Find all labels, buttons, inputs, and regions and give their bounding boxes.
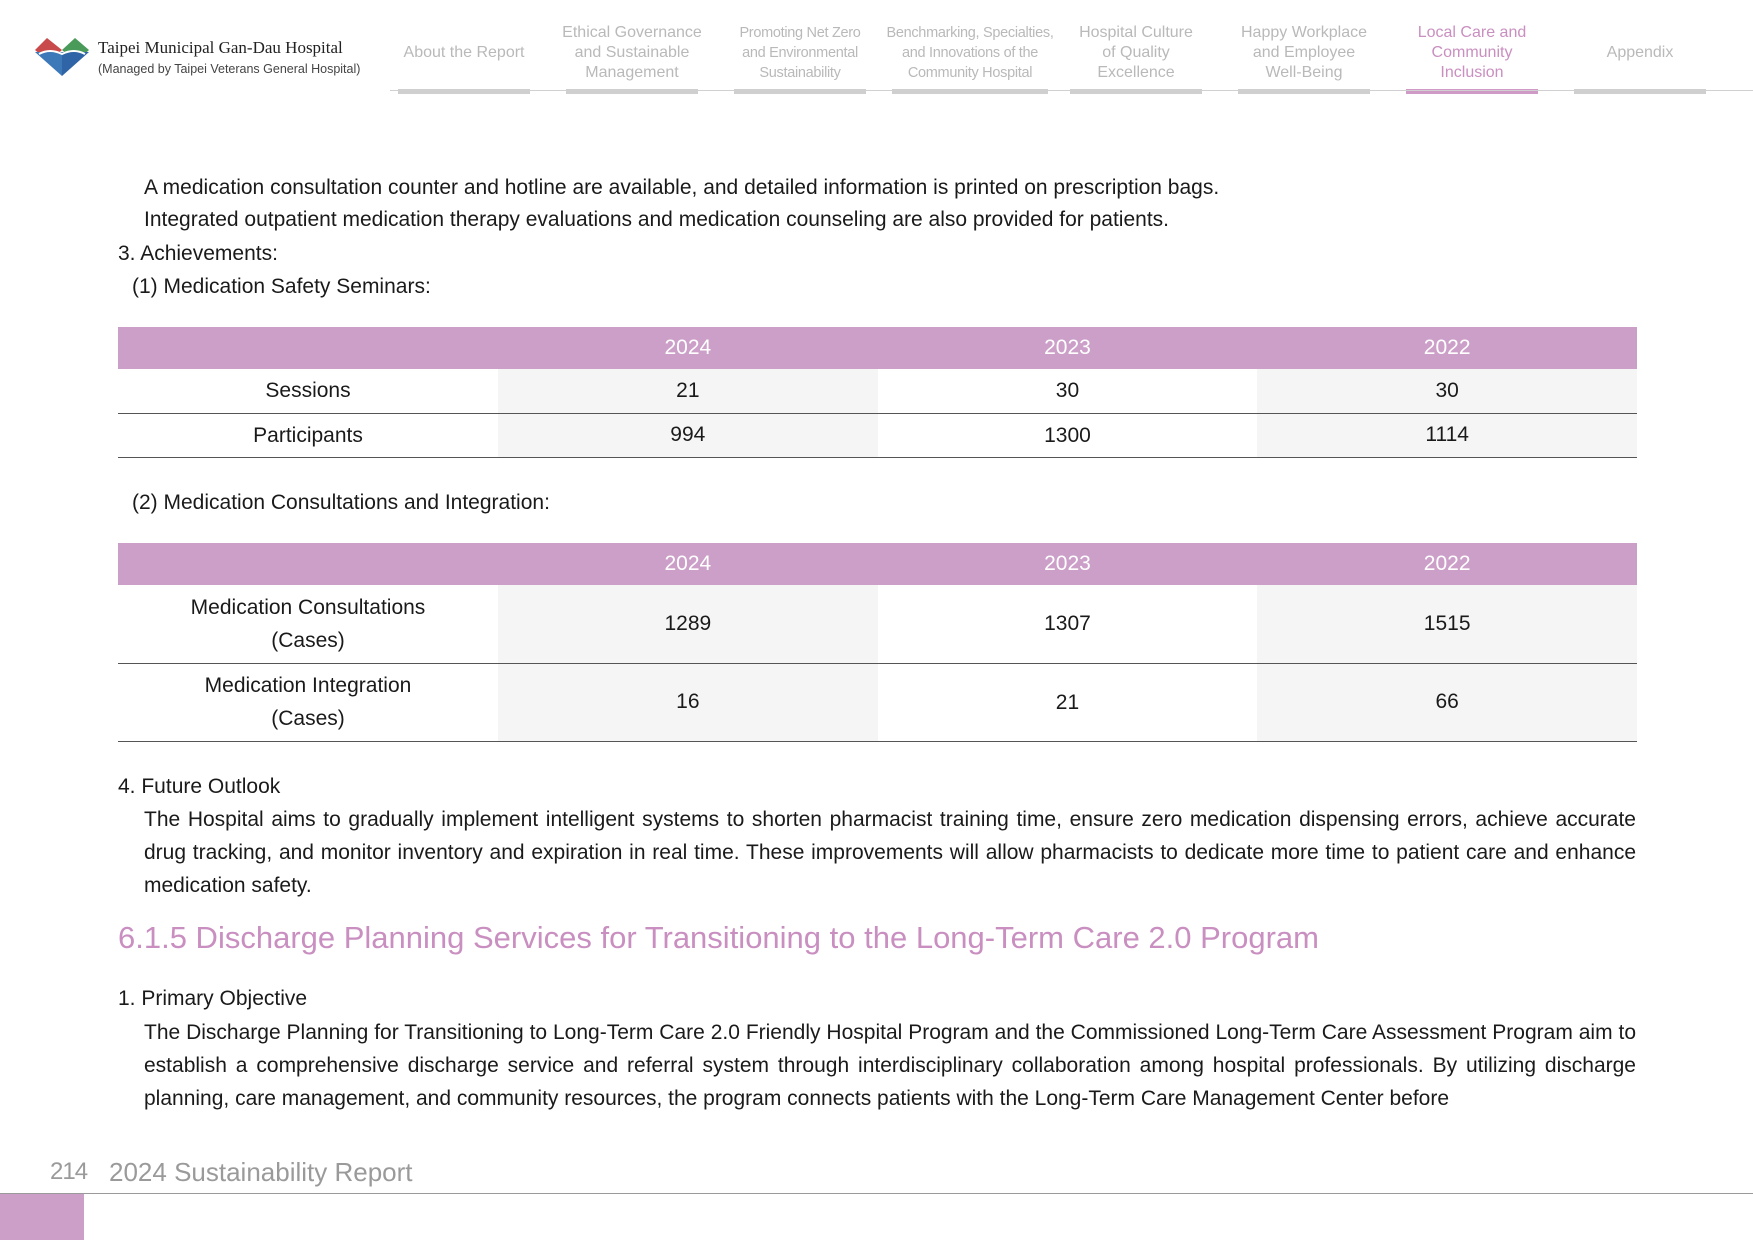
hospital-logo-icon [33,32,91,78]
seminars-table [118,327,1637,458]
table-cell: 1289 [498,585,878,663]
table-header-cell [118,543,498,585]
table-header-row [118,327,1637,369]
table-header-row [118,543,1637,585]
tab-label: and Environmental [742,45,858,61]
tab-label: and Innovations of the [901,45,1039,61]
consultations-heading: (2) Medication Consultations and Integration: [132,491,550,514]
tab-label: Community Hospital [907,65,1033,81]
intro-line-1: A medication consultation counter and hotline are available, and detailed information is printed on prescription bags. [144,176,1220,199]
table-cell: 21 [878,663,1258,741]
table-header-cell: 2024 [498,327,878,369]
table-cell: 66 [1257,663,1637,741]
table-header-cell [118,327,498,369]
tab-label: Happy Workplace [1241,24,1367,41]
tab-label: Well-Being [1265,64,1343,81]
tab-label: Ethical Governance [562,24,702,41]
tab-label: and Employee [1252,44,1356,61]
table-cell: 30 [1257,369,1637,413]
tab-appendix[interactable] [1566,20,1714,94]
table-row [118,663,1637,741]
table-row [118,369,1637,413]
nav-divider [390,90,1753,91]
row-label-line: Medication Consultations [190,595,426,619]
row-label-line: Medication Integration [204,674,412,697]
organization-subtitle: (Managed by Taipei Veterans General Hospital) [98,62,361,76]
tab-local-care[interactable] [1398,20,1546,94]
table-cell: 1307 [878,585,1258,663]
table-cell: 994 [498,413,878,457]
report-title: 2024 Sustainability Report [109,1157,413,1187]
tab-about-the-report[interactable] [390,20,538,94]
primary-objective-heading: 1. Primary Objective [118,987,308,1010]
table-row [118,413,1637,457]
page-header [0,0,1753,95]
tab-label: Management [585,64,679,81]
row-label-line: (Cases) [271,628,345,652]
table-cell: 16 [498,663,878,741]
tab-net-zero[interactable] [726,20,874,94]
footer-divider [0,1193,1753,1194]
tab-label: Community [1431,44,1513,61]
page-number: 214 [50,1158,88,1185]
tab-label: Appendix [1606,44,1674,61]
organization-block [98,38,360,76]
table-cell: 21 [498,369,878,413]
row-label: Participants [118,413,498,457]
table-header-cell: 2023 [878,327,1258,369]
tab-hospital-culture[interactable] [1062,20,1210,94]
future-outlook-heading: 4. Future Outlook [118,775,281,798]
table-cell: 1300 [878,413,1258,457]
organization-name: Taipei Municipal Gan-Dau Hospital [98,38,343,57]
row-label [118,585,498,663]
table-header-cell: 2022 [1257,543,1637,585]
row-label: Sessions [118,369,498,413]
seminars-heading: (1) Medication Safety Seminars: [132,275,431,298]
tab-label: About the Report [403,44,525,61]
tab-ethical-governance[interactable] [558,20,706,94]
table-cell: 1114 [1257,413,1637,457]
tab-label: Excellence [1097,64,1175,81]
table-cell: 1515 [1257,585,1637,663]
tab-label: of Quality [1102,44,1170,61]
tab-benchmarking[interactable] [884,20,1056,94]
tab-label: Local Care and [1417,24,1527,41]
primary-objective-text: The Discharge Planning for Transitioning to Long-Term Care 2.0 Friendly Hospital Program and the Commissioned Long-Term Care Assessment Program aim to establish a comprehensive discharge service and referral system through interdisciplinary collaboration among hospital professionals. By utilizing discharge planning, care management, and community resources, the program connects patients with the Long-Term Care Management Center before [144,1021,1636,1110]
tab-happy-workplace[interactable] [1230,20,1378,94]
tab-label: Promoting Net Zero [739,25,861,41]
consultations-table [118,543,1637,742]
table-header-cell: 2022 [1257,327,1637,369]
tab-label: Hospital Culture [1079,24,1193,41]
table-cell: 30 [878,369,1258,413]
achievements-heading: 3. Achievements: [118,242,278,265]
table-row [118,585,1637,663]
tab-label: and Sustainable [574,44,690,61]
intro-line-2: Integrated outpatient medication therapy evaluations and medication counseling are also provided for patients. [144,208,1169,231]
table-header-cell: 2024 [498,543,878,585]
tab-label: Sustainability [759,65,841,81]
row-label-line: (Cases) [271,707,345,730]
section-title: 6.1.5 Discharge Planning Services for Transitioning to the Long-Term Care 2.0 Program [118,920,1319,955]
table-header-cell: 2023 [878,543,1258,585]
tab-label: Inclusion [1440,64,1504,81]
footer-accent-block [0,1194,84,1240]
future-outlook-text: The Hospital aims to gradually implement intelligent systems to shorten pharmacist training time, ensure zero medication dispensing errors, achieve accurate drug tracking, and monitor inventory and expiration in real time. These improvements will allow pharmacists to dedicate more time to patient care and enhance medication safety. [144,808,1636,897]
row-label [118,663,498,741]
tab-label: Benchmarking, Specialties, [886,25,1054,41]
